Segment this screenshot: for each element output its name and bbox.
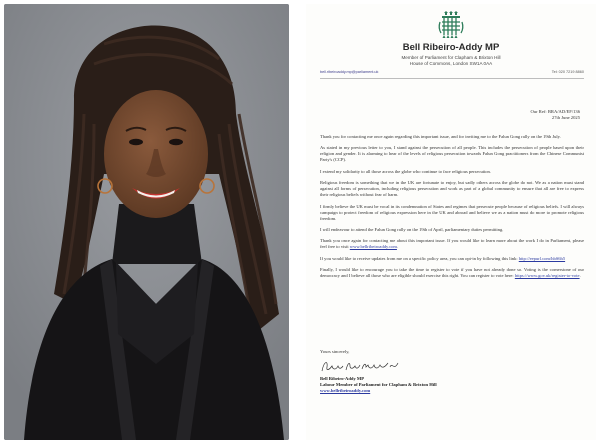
paragraph: Thank you for contacting me once again regarding this important issue, and for inviting me to the Falun Gong rally on the 19th July.	[320, 134, 561, 139]
paragraph: Religious freedom is something that we in the UK are fortunate to enjoy, but sadly others across the globe do not. We as a nation must stand against all forms of persecution, including religious persecution and work as part of a global community to ensure that all are free to express their religious beliefs without fear of harm.	[320, 180, 584, 198]
paragraph-with-link	[320, 256, 584, 262]
signature-block	[320, 376, 437, 394]
letterhead-constituency: Member of Parliament for Clapham & Brixton Hill	[401, 55, 501, 60]
our-reference: Our Ref: BRA/AD/EF/136	[530, 109, 580, 114]
paragraph: I will endeavour to attend the Falun Gong rally on the 19th of April, parliamentary duties permitting.	[320, 226, 504, 232]
register-to-vote-link[interactable]: https://www.gov.uk/register-to-vote	[514, 273, 580, 278]
reference-block	[530, 109, 580, 121]
paragraph: As stated in my previous letter to you, I stand against the persecution of all people. This includes the persecution of people based upon their religion and gender. It is alarming to hear of the levels of religious persecution towards Falun Gong practitioners from the Chinese Communist Party's (CCP).	[320, 145, 584, 163]
paragraph-text: Thank you once again for contacting me about this important issue. If you would like to learn more about the work I do in Parliament, please feel free to visit	[320, 238, 584, 250]
signatory-role: Labour Member of Parliament for Clapham & Brixton Hill	[320, 382, 437, 387]
website-link[interactable]: www.bellribeiroaddy.com	[349, 244, 397, 250]
mp-letter	[306, 4, 596, 440]
paragraph: I extend my solidarity to all those across the globe who continue to face religious persecution.	[320, 168, 491, 174]
portcullis-crest-icon	[436, 10, 466, 40]
opt-in-link[interactable]: http://eepurl.com/hbS6h5	[518, 255, 566, 261]
paragraph-with-link	[320, 238, 584, 250]
portrait-photo	[4, 4, 289, 440]
paragraph-text: If you would like to receive updates from me on a specific policy area, you can opt-in by following this link:	[320, 255, 519, 261]
letterhead-name: Bell Ribeiro-Addy MP	[402, 42, 500, 53]
paragraph-text-end: .	[579, 273, 581, 278]
contact-bar	[320, 70, 584, 79]
paragraph-with-link	[320, 267, 584, 279]
letter-date: 27th June 2025	[551, 115, 580, 120]
contact-email[interactable]: bell.ribeiroaddy.mp@parliament.uk	[320, 70, 379, 74]
paragraph: I firmly believe the UK must be vocal in its condemnation of States and regimes that persecute people because of religious beliefs. I will always campaign to protect freedom of religious expression here in the UK and abroad and believe we as a nation must do more to promote religious freedom.	[320, 203, 584, 221]
paragraph-text: Finally, I would like to encourage you to take the time to register to vote if you have not already done so. Voting is the cornerstone of our democracy and I believe all those who are eligible should exercise this right. You can register to vote here:	[320, 266, 584, 278]
portrait-illustration	[4, 4, 289, 440]
signatory-website[interactable]: www.bellribeiroaddy.com	[320, 388, 371, 393]
letterhead-address: House of Commons, London SW1A 0AA	[409, 61, 493, 66]
paragraph-text-end: .	[396, 244, 399, 250]
handwritten-signature	[320, 357, 400, 375]
letter-body	[320, 134, 584, 284]
signatory-name: Bell Ribeiro-Addy MP	[320, 376, 365, 381]
contact-telephone: Tel: 020 7219 8860	[551, 70, 584, 74]
closing-salutation: Yours sincerely,	[320, 349, 350, 354]
